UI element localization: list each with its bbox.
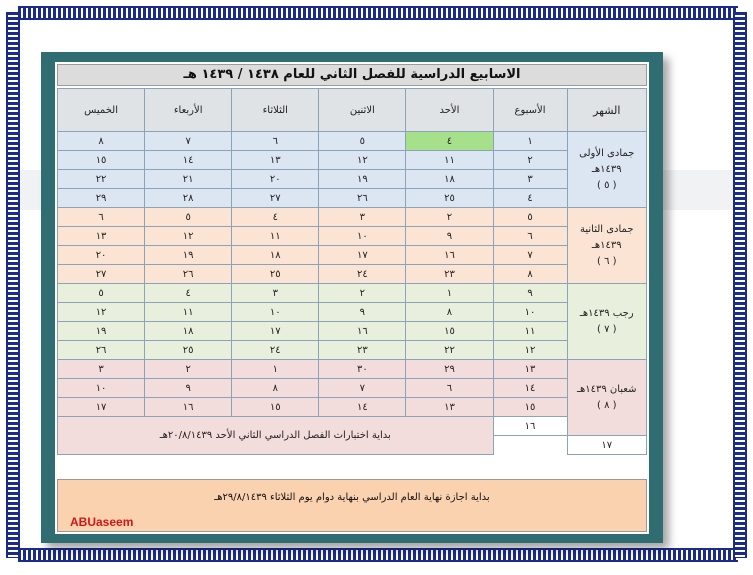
calendar-card xyxy=(41,52,663,543)
day-cell: ١ xyxy=(406,284,493,303)
month-cell xyxy=(567,360,646,436)
month-name: جمادى الأولى ١٤٣٩هـ xyxy=(579,147,635,175)
day-cell: ٢٠ xyxy=(58,246,145,265)
header-month: الشهر xyxy=(567,89,646,132)
footer-note: بداية اجازة نهاية العام الدراسي بنهاية دوام يوم الثلاثاء ٢٩/٨/١٤٣٩هـ xyxy=(214,492,490,503)
signature: ABUaseem xyxy=(70,515,134,529)
week-number: ١ xyxy=(493,132,567,151)
day-cell: ١٦ xyxy=(145,398,232,417)
header-week: الأسبوع xyxy=(493,89,567,132)
day-cell: ٥ xyxy=(145,208,232,227)
day-cell: ٩ xyxy=(319,303,406,322)
frame-border-top xyxy=(18,6,738,20)
table-row xyxy=(58,265,647,284)
day-cell: ٢٤ xyxy=(232,341,319,360)
table-row xyxy=(58,227,647,246)
day-cell: ٢ xyxy=(145,360,232,379)
day-cell: ١ xyxy=(232,360,319,379)
day-cell: ١٠ xyxy=(232,303,319,322)
day-cell: ١٩ xyxy=(58,322,145,341)
table-row xyxy=(58,398,647,417)
table-row xyxy=(58,417,647,436)
week-number: ٢ xyxy=(493,151,567,170)
day-cell: ١٤ xyxy=(145,151,232,170)
day-cell: ١٣ xyxy=(406,398,493,417)
month-name: شعبان ١٤٣٩هـ xyxy=(577,383,637,395)
day-cell: ١٧ xyxy=(232,322,319,341)
day-cell: ٢ xyxy=(406,208,493,227)
week-number: ١٢ xyxy=(493,341,567,360)
week-number: ١٧ xyxy=(567,436,646,455)
day-cell: ١٤ xyxy=(319,398,406,417)
day-cell: ١١ xyxy=(145,303,232,322)
table-row xyxy=(58,284,647,303)
table-row xyxy=(58,379,647,398)
table-row xyxy=(58,170,647,189)
day-cell: ١٩ xyxy=(145,246,232,265)
week-number: ١٤ xyxy=(493,379,567,398)
table-row xyxy=(58,246,647,265)
day-cell: ٤ xyxy=(406,132,493,151)
exam-note: بداية اختبارات الفصل الدراسي الثاني الأحد ٢٠/٨/١٤٣٩هـ xyxy=(58,417,494,455)
week-number: ٤ xyxy=(493,189,567,208)
month-number: ( ٨ ) xyxy=(596,399,617,411)
day-cell: ٥ xyxy=(319,132,406,151)
week-number: ٣ xyxy=(493,170,567,189)
day-cell: ١٩ xyxy=(319,170,406,189)
day-cell: ٩ xyxy=(145,379,232,398)
day-cell: ٨ xyxy=(58,132,145,151)
month-number: ( ٥ ) xyxy=(596,179,617,191)
day-cell: ٢٣ xyxy=(319,341,406,360)
day-cell: ١٠ xyxy=(319,227,406,246)
month-cell xyxy=(567,284,646,360)
calendar-inner xyxy=(55,62,649,534)
day-cell: ٢٤ xyxy=(319,265,406,284)
day-cell: ٢٩ xyxy=(406,360,493,379)
day-cell: ١١ xyxy=(406,151,493,170)
table-row xyxy=(58,303,647,322)
day-cell: ٢٥ xyxy=(406,189,493,208)
day-cell: ٢٣ xyxy=(406,265,493,284)
day-cell: ١٣ xyxy=(58,227,145,246)
day-cell: ١٦ xyxy=(319,322,406,341)
day-cell: ١٢ xyxy=(319,151,406,170)
day-cell: ١٧ xyxy=(319,246,406,265)
day-cell: ٦ xyxy=(232,132,319,151)
day-cell: ٢٨ xyxy=(145,189,232,208)
day-cell: ٢٢ xyxy=(406,341,493,360)
day-cell: ٢٦ xyxy=(58,341,145,360)
header-mon: الاثنين xyxy=(319,89,406,132)
month-cell xyxy=(567,208,646,284)
day-cell: ٧ xyxy=(319,379,406,398)
day-cell: ١١ xyxy=(232,227,319,246)
day-cell: ٦ xyxy=(58,208,145,227)
frame-border-bottom xyxy=(18,548,738,562)
table-row xyxy=(58,208,647,227)
day-cell: ٢١ xyxy=(145,170,232,189)
week-number: ١٠ xyxy=(493,303,567,322)
week-number: ١٥ xyxy=(493,398,567,417)
day-cell: ٦ xyxy=(406,379,493,398)
month-name: جمادى الثانية ١٤٣٩هـ xyxy=(580,223,634,251)
frame-border-left xyxy=(6,12,20,558)
day-cell: ٥ xyxy=(58,284,145,303)
table-row xyxy=(58,341,647,360)
day-cell: ٨ xyxy=(232,379,319,398)
day-cell: ١٥ xyxy=(406,322,493,341)
day-cell: ١٨ xyxy=(232,246,319,265)
day-cell: ١٧ xyxy=(58,398,145,417)
day-cell: ١٠ xyxy=(58,379,145,398)
day-cell: ٢٠ xyxy=(232,170,319,189)
day-cell: ٩ xyxy=(406,227,493,246)
week-number: ١١ xyxy=(493,322,567,341)
day-cell: ١٥ xyxy=(58,151,145,170)
day-cell: ٢ xyxy=(319,284,406,303)
day-cell: ٣ xyxy=(232,284,319,303)
day-cell: ١٨ xyxy=(145,322,232,341)
day-cell: ٤ xyxy=(145,284,232,303)
day-cell: ١٢ xyxy=(145,227,232,246)
table-header-row xyxy=(58,89,647,132)
month-cell xyxy=(567,132,646,208)
week-number: ٩ xyxy=(493,284,567,303)
header-sun: الأحد xyxy=(406,89,493,132)
header-wed: الأربعاء xyxy=(145,89,232,132)
table-row xyxy=(58,322,647,341)
day-cell: ٢٥ xyxy=(145,341,232,360)
header-tue: الثلاثاء xyxy=(232,89,319,132)
frame-border-right xyxy=(733,12,747,558)
table-row xyxy=(58,360,647,379)
day-cell: ٧ xyxy=(145,132,232,151)
table-row xyxy=(58,189,647,208)
week-number: ٥ xyxy=(493,208,567,227)
day-cell: ٢٦ xyxy=(319,189,406,208)
day-cell: ٣ xyxy=(58,360,145,379)
weeks-table xyxy=(57,88,647,455)
month-number: ( ٧ ) xyxy=(596,323,617,335)
day-cell: ١٨ xyxy=(406,170,493,189)
page-title: الاسابيع الدراسية للفصل الثاني للعام ١٤٣٨ / ١٤٣٩ هـ xyxy=(57,64,647,86)
day-cell: ٢٧ xyxy=(58,265,145,284)
day-cell: ٨ xyxy=(406,303,493,322)
week-number: ٦ xyxy=(493,227,567,246)
week-number: ٨ xyxy=(493,265,567,284)
day-cell: ٢٩ xyxy=(58,189,145,208)
day-cell: ٢٧ xyxy=(232,189,319,208)
day-cell: ٣ xyxy=(319,208,406,227)
month-number: ( ٦ ) xyxy=(596,255,617,267)
header-thu: الخميس xyxy=(58,89,145,132)
week-number: ١٣ xyxy=(493,360,567,379)
table-row xyxy=(58,151,647,170)
footer-panel xyxy=(57,479,647,532)
day-cell: ٢٦ xyxy=(145,265,232,284)
day-cell: ٤ xyxy=(232,208,319,227)
week-number: ١٦ xyxy=(493,417,567,436)
month-name: رجب ١٤٣٩هـ xyxy=(579,307,634,319)
day-cell: ١٥ xyxy=(232,398,319,417)
day-cell: ١٣ xyxy=(232,151,319,170)
day-cell: ٣٠ xyxy=(319,360,406,379)
day-cell: ٢٢ xyxy=(58,170,145,189)
day-cell: ٢٥ xyxy=(232,265,319,284)
day-cell: ١٦ xyxy=(406,246,493,265)
day-cell: ١٢ xyxy=(58,303,145,322)
table-row xyxy=(58,132,647,151)
week-number: ٧ xyxy=(493,246,567,265)
